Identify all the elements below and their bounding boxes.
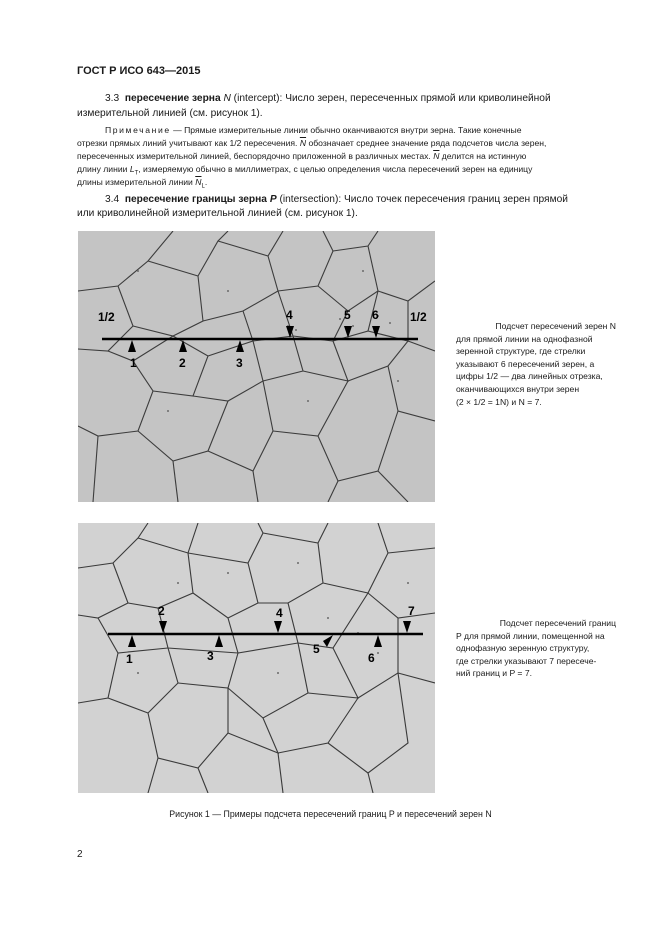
- label-7: 7: [408, 604, 415, 618]
- label-2: 2: [179, 356, 186, 370]
- caption-line: Подсчет пересечений границ: [499, 618, 616, 628]
- label-5: 5: [313, 642, 320, 656]
- micrograph-grain-intercepts: [78, 231, 435, 502]
- section-3-3: [105, 92, 615, 107]
- note-text: длины измерительной линии: [77, 177, 193, 187]
- caption-line: ний границ и P = 7.: [456, 668, 533, 679]
- label-3: 3: [236, 356, 243, 370]
- label-2: 2: [158, 604, 165, 618]
- label-4: 4: [286, 308, 293, 322]
- label-half-left: 1/2: [98, 310, 115, 324]
- section-3-4-cont: или криволинейной измерительной линией (см. рисунок 1).: [77, 208, 358, 219]
- label-1: 1: [130, 356, 137, 370]
- n-bar-symbol: $\overline{N}$: [433, 151, 440, 161]
- caption-line: P для прямой линии, помещенной на: [456, 630, 605, 641]
- caption-line: цифры 1/2 — два линейных отрезка,: [456, 371, 603, 382]
- note-text: длину линии: [77, 164, 128, 174]
- note-text: обозначает среднее значение ряда подсчетов числа зерен,: [308, 138, 547, 148]
- section-number: 3.4: [105, 194, 120, 205]
- section-number: 3.3: [105, 93, 120, 104]
- section-3-4: [105, 193, 625, 208]
- figure-caption: Рисунок 1 — Примеры подсчета пересечений границ P и пересечений зерен N: [169, 809, 492, 819]
- caption-line: оканчивающихся внутри зерен: [456, 383, 580, 394]
- micrograph-boundary-intersections: [78, 523, 435, 793]
- grain-structure-image: [78, 523, 435, 793]
- caption-line: указывают 6 пересечений зерен, а: [456, 358, 595, 369]
- figure-1a-caption: [456, 320, 616, 408]
- subscript: T: [134, 170, 139, 177]
- term: пересечение границы зерна: [124, 194, 267, 205]
- label-6: 6: [372, 308, 379, 322]
- label-5: 5: [344, 308, 351, 322]
- term-symbol: N: [223, 93, 231, 104]
- note-line-1: [105, 124, 521, 137]
- label-4: 4: [276, 606, 283, 620]
- grain-structure-image: [78, 231, 435, 502]
- caption-line: однофазную зеренную структуру,: [456, 643, 590, 654]
- caption-line: Подсчет пересечений зерен N: [495, 321, 616, 331]
- label-1: 1: [126, 652, 133, 666]
- label-half-right: 1/2: [410, 310, 427, 324]
- term-symbol: P: [269, 194, 277, 205]
- note-line-5: длины измерительной линии $\overline{N}_L$.: [77, 177, 208, 190]
- note-text: , измеряемую обычно в миллиметрах, с целью определения числа пересечений зерен на единицу: [138, 164, 533, 174]
- subscript: L: [201, 183, 205, 190]
- note-line-3: [77, 150, 526, 163]
- note-text: пересеченных измерительной линией, беспорядочно приложенной в различных местах.: [77, 151, 431, 161]
- n-bar-symbol: $\overline{N}$: [195, 177, 202, 187]
- caption-line: (2 × 1/2 = 1N) и N = 7.: [456, 396, 542, 407]
- definition: (intercept): Число зерен, пересеченных прямой или криволинейной: [233, 93, 551, 104]
- label-6: 6: [368, 651, 375, 665]
- term: пересечение зерна: [124, 93, 221, 104]
- caption-line: где стрелки указывают 7 пересече-: [456, 655, 597, 666]
- l-symbol: L: [129, 164, 135, 174]
- page-number: 2: [77, 849, 83, 860]
- caption-line: для прямой линии на однофазной: [456, 333, 593, 344]
- note-text: делится на истинную: [441, 151, 527, 161]
- label-3: 3: [207, 649, 214, 663]
- figure-1b-caption: [456, 617, 616, 680]
- definition: (intersection): Число точек пересечения границ зерен прямой: [279, 194, 568, 205]
- note-text: — Прямые измерительные линии обычно оканчиваются внутри зерна. Такие конечные: [173, 125, 522, 135]
- document-header: ГОСТ Р ИСО 643—2015: [77, 65, 201, 77]
- n-bar-symbol: $\overline{N}$: [299, 138, 307, 148]
- note-label: Примечание: [105, 125, 171, 135]
- caption-line: зеренной структуре, где стрелки: [456, 346, 586, 357]
- note-line-2: [77, 137, 546, 150]
- note-text: отрезки прямых линий учитывают как 1/2 пересечения.: [77, 138, 298, 148]
- section-3-3-cont: измерительной линией (см. рисунок 1).: [77, 108, 263, 119]
